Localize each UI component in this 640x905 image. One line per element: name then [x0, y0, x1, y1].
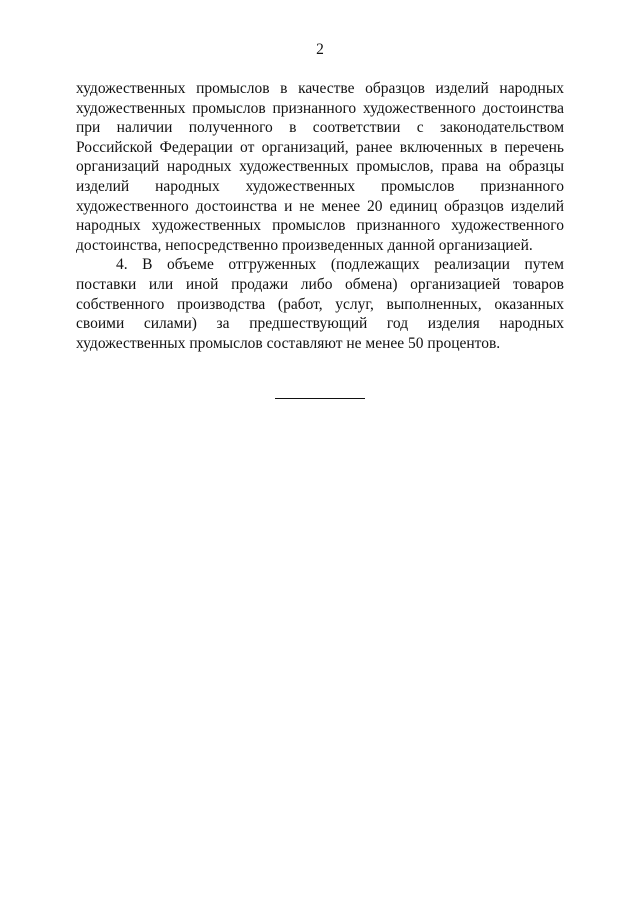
paragraph-item-4: 4. В объеме отгруженных (подлежащих реализации путем поставки или иной продажи либо обмена) организацией товаров собственного производства (работ, услуг, выполненных, оказанных своими силами) за предшествующий год изделия народных художественных промыслов составляют не менее 50 процентов.	[76, 256, 564, 352]
closing-rule	[275, 398, 365, 399]
page-number: 2	[316, 41, 324, 58]
paragraph-continuation: художественных промыслов в качестве образцов изделий народных художественных промыслов признанного художественного достоинства при наличии полученного в соответствии с законодательством Российской Федерации от организаций, ранее включенных в перечень организаций народных художественных промыслов, права на образцы изделий народных художественных промыслов признанного художественного достоинства и не менее 20 единиц образцов изделий народных художественных промыслов признанного художественного достоинства, непосредственно произведенных данной организацией.	[76, 80, 564, 254]
document-body	[76, 79, 564, 353]
